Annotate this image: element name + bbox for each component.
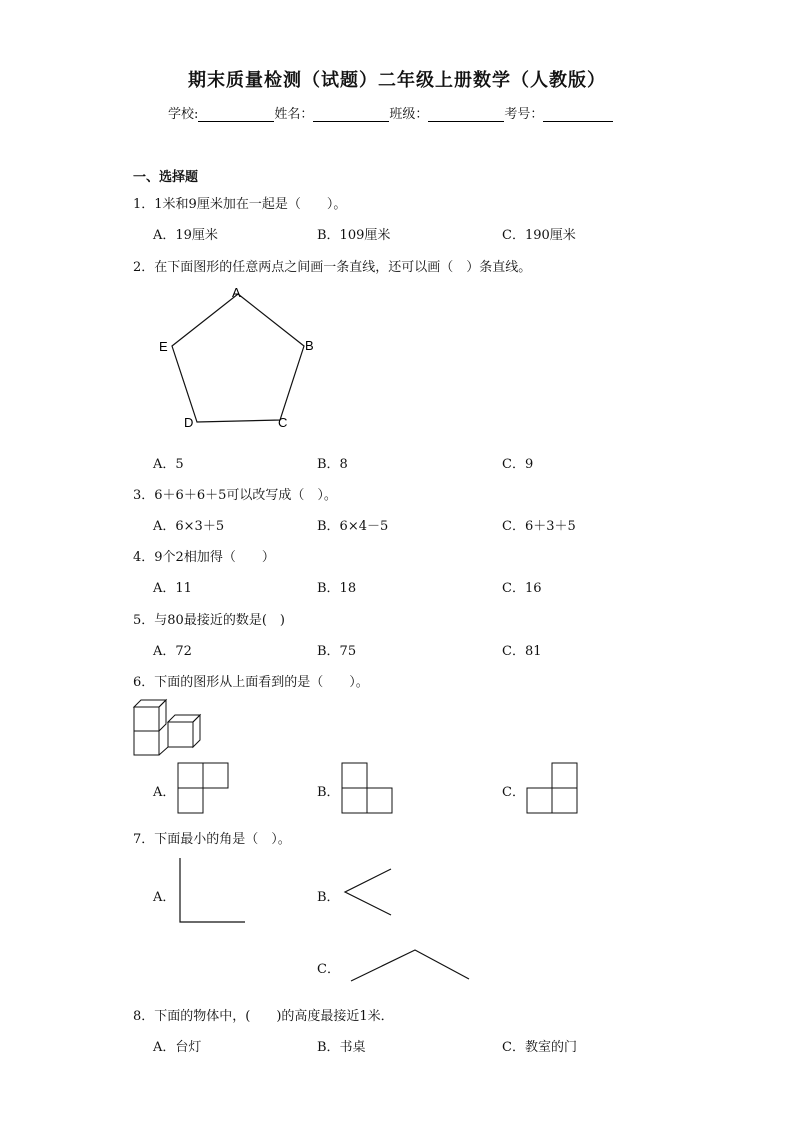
q7-angle-a [175, 855, 250, 927]
vertex-label-e: E [159, 339, 168, 354]
q1-option-a[interactable]: A．19厘米 [153, 228, 218, 243]
q4-option-c[interactable]: C．16 [502, 581, 542, 596]
question-4-stem: 4．9个2相加得（ ） [133, 550, 275, 565]
exam-no-label: 考号： [504, 107, 544, 122]
q7-angle-b [340, 866, 395, 918]
question-6-stem: 6．下面的图形从上面看到的是（ ）。 [133, 675, 369, 690]
q4-option-a[interactable]: A．11 [153, 581, 192, 596]
q8-option-b[interactable]: B．书桌 [317, 1040, 366, 1055]
q6-option-c-figure [526, 762, 578, 814]
q1-option-c[interactable]: C．190厘米 [502, 228, 576, 243]
section-heading: 一、选择题 [133, 170, 199, 185]
q8-option-c[interactable]: C．教室的门 [502, 1040, 577, 1055]
vertex-label-d: D [184, 415, 194, 430]
q2-option-c[interactable]: C．9 [502, 457, 534, 472]
q6-option-a-figure [177, 762, 229, 814]
q7-option-c[interactable]: C． [317, 962, 340, 977]
q7-option-a[interactable]: A． [153, 890, 176, 905]
page-title: 期末质量检测（试题）二年级上册数学（人教版） [188, 70, 606, 91]
q5-option-b[interactable]: B．75 [317, 644, 357, 659]
q7-angle-c [348, 946, 473, 984]
pentagon-figure [150, 280, 330, 435]
question-7-stem: 7．下面最小的角是（ ）。 [133, 832, 291, 847]
q3-option-a[interactable]: A．6×3＋5 [153, 519, 225, 534]
q2-option-b[interactable]: B．8 [317, 457, 348, 472]
cube-stack-figure [133, 694, 208, 758]
vertex-label-b: B [305, 338, 314, 353]
question-5-stem: 5．与80最接近的数是( ) [133, 613, 285, 628]
info-line [168, 103, 613, 122]
name-label: 姓名： [274, 107, 314, 122]
q6-option-a[interactable]: A． [153, 785, 176, 800]
question-8-stem: 8．下面的物体中，( )的高度最接近1米． [133, 1009, 394, 1024]
q5-option-c[interactable]: C．81 [502, 644, 542, 659]
class-label: 班级： [389, 107, 429, 122]
q7-option-b[interactable]: B． [317, 890, 340, 905]
q4-option-b[interactable]: B．18 [317, 581, 357, 596]
question-2-stem: 2．在下面图形的任意两点之间画一条直线，还可以画（ ）条直线。 [133, 260, 532, 275]
q6-option-c[interactable]: C． [502, 785, 525, 800]
name-field[interactable] [313, 107, 389, 122]
q3-option-b[interactable]: B．6×4－5 [317, 519, 389, 534]
class-field[interactable] [428, 107, 504, 122]
pentagon-shape [172, 294, 304, 422]
q8-option-a[interactable]: A．台灯 [153, 1040, 202, 1055]
exam-no-field[interactable] [543, 107, 613, 122]
school-field[interactable] [198, 107, 274, 122]
q5-option-a[interactable]: A．72 [153, 644, 192, 659]
q3-option-c[interactable]: C．6＋3＋5 [502, 519, 576, 534]
vertex-label-a: A [232, 285, 241, 300]
q1-option-b[interactable]: B．109厘米 [317, 228, 391, 243]
q6-option-b[interactable]: B． [317, 785, 340, 800]
vertex-label-c: C [278, 415, 288, 430]
q2-option-a[interactable]: A．5 [153, 457, 184, 472]
q6-option-b-figure [341, 762, 393, 814]
school-label: 学校: [168, 107, 199, 122]
question-3-stem: 3．6＋6＋6＋5可以改写成（ ）。 [133, 488, 337, 503]
question-1-stem: 1．1米和9厘米加在一起是（ ）。 [133, 197, 347, 212]
